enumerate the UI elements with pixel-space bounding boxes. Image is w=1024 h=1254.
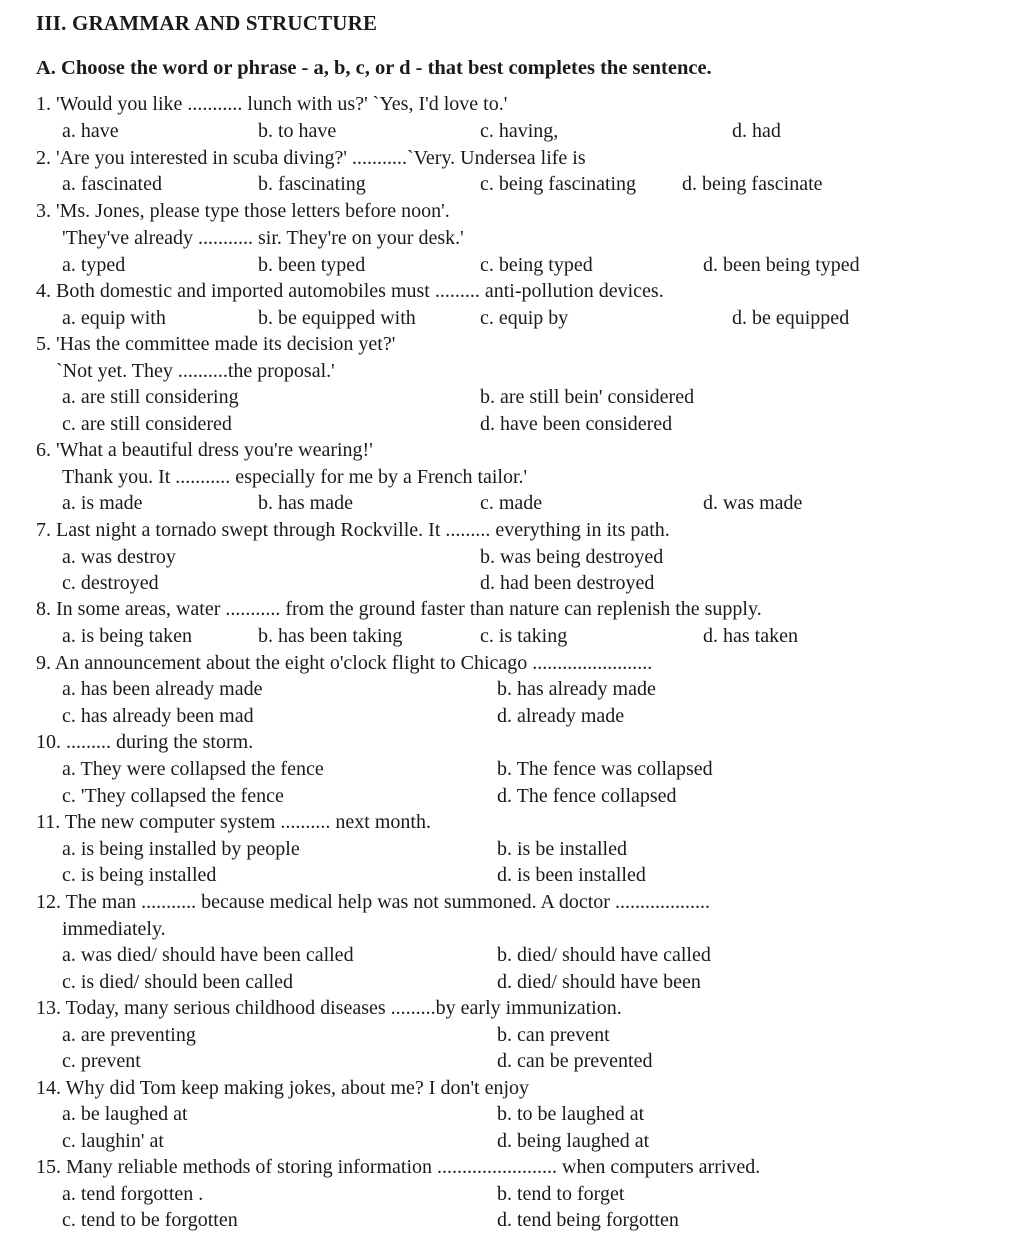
question-13-stem: 13. Today, many serious childhood diseases .........by early immunization. xyxy=(36,997,622,1019)
question-10-option-d: d. The fence collapsed xyxy=(497,785,677,807)
question-11-stem: 11. The new computer system .......... next month. xyxy=(36,811,431,833)
question-7-option-c: c. destroyed xyxy=(62,572,159,594)
question-6-option-a: a. is made xyxy=(62,492,143,514)
question-3-option-c: c. being typed xyxy=(480,254,593,276)
question-3-option-d: d. been being typed xyxy=(703,254,860,276)
question-6-option-d: d. was made xyxy=(703,492,803,514)
question-15-option-d: d. tend being forgotten xyxy=(497,1209,679,1231)
question-8-option-c: c. is taking xyxy=(480,625,568,647)
question-15-option-b: b. tend to forget xyxy=(497,1183,625,1205)
question-7-stem: 7. Last night a tornado swept through Rockville. It ......... everything in its path. xyxy=(36,519,670,541)
question-3-option-b: b. been typed xyxy=(258,254,366,276)
question-10-stem: 10. ......... during the storm. xyxy=(36,731,254,753)
question-4-stem: 4. Both domestic and imported automobiles must ......... anti-pollution devices. xyxy=(36,280,664,302)
question-1-option-c: c. having, xyxy=(480,120,559,142)
question-3-option-a: a. typed xyxy=(62,254,126,276)
question-7-option-b: b. was being destroyed xyxy=(480,546,664,568)
question-10-option-a: a. They were collapsed the fence xyxy=(62,758,324,780)
question-5-option-d: d. have been considered xyxy=(480,413,673,435)
instruction: A. Choose the word or phrase - a, b, c, or d - that best completes the sentence. xyxy=(36,57,712,79)
question-15-option-a: a. tend forgotten . xyxy=(62,1183,204,1205)
question-9-option-c: c. has already been mad xyxy=(62,705,254,727)
question-6-option-c: c. made xyxy=(480,492,543,514)
question-5-option-b: b. are still bein' considered xyxy=(480,386,695,408)
question-14-option-b: b. to be laughed at xyxy=(497,1103,645,1125)
question-13-option-a: a. are preventing xyxy=(62,1024,196,1046)
question-1-option-a: a. have xyxy=(62,120,119,142)
question-8-option-a: a. is being taken xyxy=(62,625,192,647)
question-14-option-d: d. being laughed at xyxy=(497,1130,650,1152)
question-1-option-d: d. had xyxy=(732,120,781,142)
question-5-option-a: a. are still considering xyxy=(62,386,239,408)
question-10-option-b: b. The fence was collapsed xyxy=(497,758,713,780)
question-1-option-b: b. to have xyxy=(258,120,337,142)
question-9-option-a: a. has been already made xyxy=(62,678,263,700)
question-7-option-d: d. had been destroyed xyxy=(480,572,655,594)
question-11-option-c: c. is being installed xyxy=(62,864,217,886)
question-8-option-b: b. has been taking xyxy=(258,625,403,647)
question-7-option-a: a. was destroy xyxy=(62,546,176,568)
question-12-stem-line-2: immediately. xyxy=(62,918,166,940)
question-14-option-a: a. be laughed at xyxy=(62,1103,188,1125)
question-8-option-d: d. has taken xyxy=(703,625,798,647)
question-6-option-b: b. has made xyxy=(258,492,353,514)
question-5-stem-line-2: `Not yet. They ..........the proposal.' xyxy=(56,360,335,382)
question-14-stem: 14. Why did Tom keep making jokes, about me? I don't enjoy xyxy=(36,1077,530,1099)
question-2-option-a: a. fascinated xyxy=(62,173,162,195)
question-4-option-c: c. equip by xyxy=(480,307,569,329)
question-9-option-d: d. already made xyxy=(497,705,625,727)
question-9-stem: 9. An announcement about the eight o'clock flight to Chicago ........................ xyxy=(36,652,653,674)
question-10-option-c: c. 'They collapsed the fence xyxy=(62,785,284,807)
question-4-option-a: a. equip with xyxy=(62,307,166,329)
question-4-option-d: d. be equipped xyxy=(732,307,850,329)
question-14-option-c: c. laughin' at xyxy=(62,1130,164,1152)
question-15-stem: 15. Many reliable methods of storing information ........................ when computers arrived. xyxy=(36,1156,761,1178)
question-11-option-b: b. is be installed xyxy=(497,838,627,860)
question-8-stem: 8. In some areas, water ........... from the ground faster than nature can replenish the supply. xyxy=(36,598,762,620)
question-2-option-b: b. fascinating xyxy=(258,173,366,195)
question-9-option-b: b. has already made xyxy=(497,678,656,700)
question-3-stem-line-2: 'They've already ........... sir. They're on your desk.' xyxy=(62,227,464,249)
question-5-stem: 5. 'Has the committee made its decision yet?' xyxy=(36,333,396,355)
question-3-stem: 3. 'Ms. Jones, please type those letters before noon'. xyxy=(36,200,450,222)
question-12-option-c: c. is died/ should been called xyxy=(62,971,294,993)
question-1-stem: 1. 'Would you like ........... lunch with us?' `Yes, I'd love to.' xyxy=(36,93,508,115)
question-4-option-b: b. be equipped with xyxy=(258,307,416,329)
question-6-stem-line-2: Thank you. It ........... especially for me by a French tailor.' xyxy=(62,466,528,488)
question-6-stem: 6. 'What a beautiful dress you're wearing!' xyxy=(36,439,373,461)
question-13-option-b: b. can prevent xyxy=(497,1024,610,1046)
question-12-option-b: b. died/ should have called xyxy=(497,944,711,966)
question-13-option-d: d. can be prevented xyxy=(497,1050,653,1072)
question-11-option-a: a. is being installed by people xyxy=(62,838,300,860)
question-15-option-c: c. tend to be forgotten xyxy=(62,1209,238,1231)
question-2-option-d: d. being fascinate xyxy=(682,173,823,195)
question-2-option-c: c. being fascinating xyxy=(480,173,637,195)
question-12-option-a: a. was died/ should have been called xyxy=(62,944,354,966)
question-12-option-d: d. died/ should have been xyxy=(497,971,701,993)
question-2-stem: 2. 'Are you interested in scuba diving?' ...........`Very. Undersea life is xyxy=(36,147,586,169)
question-13-option-c: c. prevent xyxy=(62,1050,141,1072)
question-12-stem: 12. The man ........... because medical help was not summoned. A doctor ................... xyxy=(36,891,710,913)
question-11-option-d: d. is been installed xyxy=(497,864,646,886)
section-title: III. GRAMMAR AND STRUCTURE xyxy=(36,11,378,35)
question-5-option-c: c. are still considered xyxy=(62,413,232,435)
